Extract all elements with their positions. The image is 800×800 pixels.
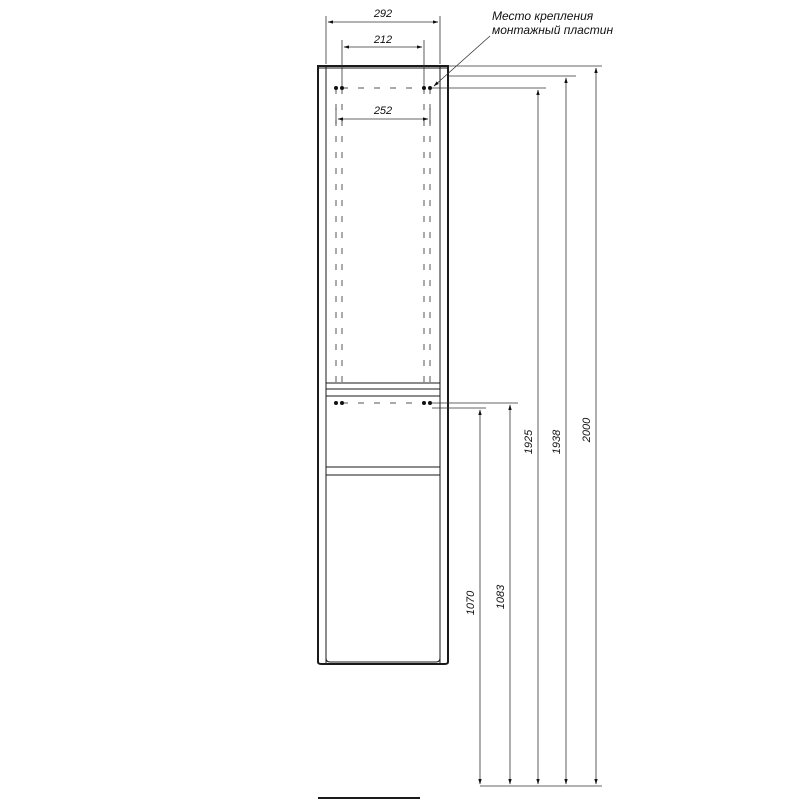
cabinet-body [318, 66, 448, 664]
dimension-212 [342, 34, 424, 86]
mounting-guide-lines [336, 88, 430, 403]
dimension-252 [336, 105, 430, 124]
callout-line-2: монтажный пластин [492, 23, 614, 37]
dimension-2000 [581, 68, 596, 784]
dimension-label-2000: 2000 [581, 417, 593, 443]
dimension-1925 [523, 90, 538, 784]
mounting-holes [334, 86, 432, 405]
dimension-label-212: 212 [373, 34, 393, 46]
dimension-label-1938: 1938 [551, 429, 563, 455]
dimension-label-292: 292 [373, 8, 393, 20]
dimension-1083 [495, 405, 510, 784]
extension-lines [432, 66, 602, 786]
dimension-label-1083: 1083 [495, 584, 507, 610]
dimension-1938 [551, 78, 566, 784]
callout-line-1: Место крепления [492, 9, 594, 23]
dimension-label-1925: 1925 [523, 429, 535, 455]
dimension-label-252: 252 [373, 105, 393, 117]
dimension-label-1070: 1070 [465, 590, 477, 616]
dimension-1070 [465, 410, 480, 784]
mounting-plate-callout [434, 9, 613, 86]
